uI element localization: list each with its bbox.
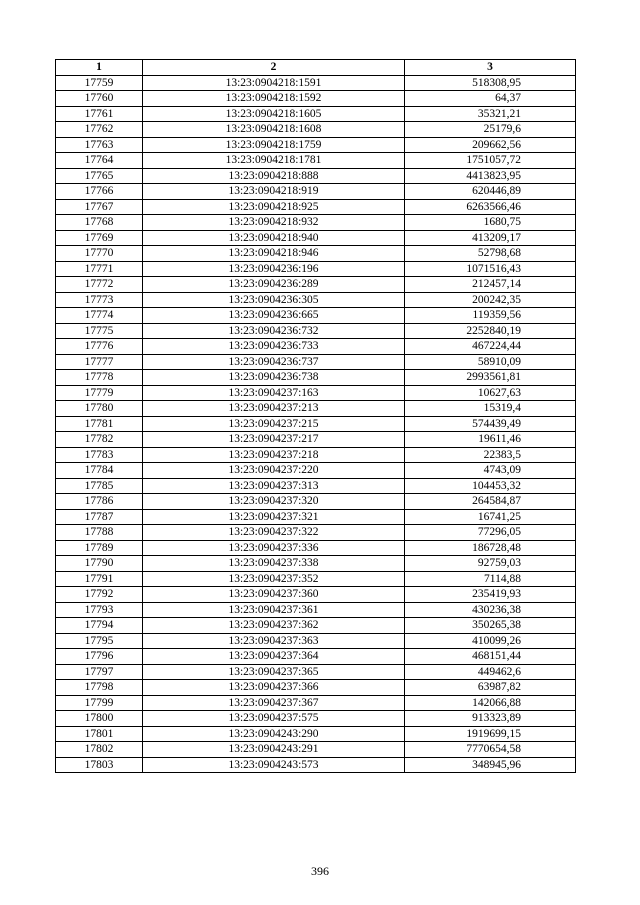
table-cell-col-1: 17787 bbox=[56, 509, 143, 525]
table-cell-col-2: 13:23:0904236:737 bbox=[143, 354, 405, 370]
table-cell-col-1: 17792 bbox=[56, 587, 143, 603]
table-cell-col-1: 17771 bbox=[56, 261, 143, 277]
table-row bbox=[56, 509, 576, 525]
table-row bbox=[56, 215, 576, 231]
table-cell-col-2: 13:23:0904218:946 bbox=[143, 246, 405, 262]
table-cell-col-1: 17760 bbox=[56, 91, 143, 107]
table-cell-col-3: 16741,25 bbox=[405, 509, 576, 525]
table-cell-col-3: 1071516,43 bbox=[405, 261, 576, 277]
table-cell-col-1: 17781 bbox=[56, 416, 143, 432]
table-cell-col-2: 13:23:0904237:320 bbox=[143, 494, 405, 510]
table-cell-col-2: 13:23:0904218:1605 bbox=[143, 106, 405, 122]
table-cell-col-1: 17764 bbox=[56, 153, 143, 169]
table-cell-col-2: 13:23:0904243:290 bbox=[143, 726, 405, 742]
table-row bbox=[56, 432, 576, 448]
table-cell-col-2: 13:23:0904237:313 bbox=[143, 478, 405, 494]
table-cell-col-2: 13:23:0904236:196 bbox=[143, 261, 405, 277]
table-cell-col-1: 17777 bbox=[56, 354, 143, 370]
table-cell-col-1: 17801 bbox=[56, 726, 143, 742]
header-row bbox=[56, 60, 576, 76]
table-cell-col-3: 1751057,72 bbox=[405, 153, 576, 169]
table-cell-col-1: 17800 bbox=[56, 711, 143, 727]
table-cell-col-2: 13:23:0904218:919 bbox=[143, 184, 405, 200]
table-cell-col-1: 17795 bbox=[56, 633, 143, 649]
table-cell-col-2: 13:23:0904237:213 bbox=[143, 401, 405, 417]
page-number: 396 bbox=[311, 864, 329, 878]
table-cell-col-2: 13:23:0904236:665 bbox=[143, 308, 405, 324]
table-cell-col-1: 17770 bbox=[56, 246, 143, 262]
table-cell-col-3: 6263566,46 bbox=[405, 199, 576, 215]
table-row bbox=[56, 680, 576, 696]
table-row bbox=[56, 463, 576, 479]
table-cell-col-1: 17775 bbox=[56, 323, 143, 339]
table-cell-col-3: 1680,75 bbox=[405, 215, 576, 231]
table-cell-col-1: 17772 bbox=[56, 277, 143, 293]
table-cell-col-3: 449462,6 bbox=[405, 664, 576, 680]
table-cell-col-2: 13:23:0904218:1591 bbox=[143, 75, 405, 91]
table-cell-col-3: 25179,6 bbox=[405, 122, 576, 138]
table-row bbox=[56, 587, 576, 603]
table-body bbox=[56, 75, 576, 773]
table-cell-col-3: 235419,93 bbox=[405, 587, 576, 603]
table-cell-col-3: 413209,17 bbox=[405, 230, 576, 246]
table-cell-col-1: 17778 bbox=[56, 370, 143, 386]
table-row bbox=[56, 416, 576, 432]
table-cell-col-1: 17762 bbox=[56, 122, 143, 138]
table-cell-col-2: 13:23:0904218:1781 bbox=[143, 153, 405, 169]
table-cell-col-3: 913323,89 bbox=[405, 711, 576, 727]
table-cell-col-2: 13:23:0904237:338 bbox=[143, 556, 405, 572]
table-cell-col-1: 17767 bbox=[56, 199, 143, 215]
table-row bbox=[56, 618, 576, 634]
table-cell-col-1: 17761 bbox=[56, 106, 143, 122]
table-cell-col-1: 17779 bbox=[56, 385, 143, 401]
table-row bbox=[56, 649, 576, 665]
table-row bbox=[56, 633, 576, 649]
header-cell-col-2: 2 bbox=[143, 60, 405, 76]
table-cell-col-3: 200242,35 bbox=[405, 292, 576, 308]
table-row bbox=[56, 122, 576, 138]
table-row bbox=[56, 742, 576, 758]
table-cell-col-3: 7770654,58 bbox=[405, 742, 576, 758]
table-cell-col-2: 13:23:0904236:732 bbox=[143, 323, 405, 339]
table-row bbox=[56, 370, 576, 386]
header-cell-col-3: 3 bbox=[405, 60, 576, 76]
table-cell-col-1: 17768 bbox=[56, 215, 143, 231]
table-cell-col-3: 22383,5 bbox=[405, 447, 576, 463]
table-cell-col-2: 13:23:0904218:1608 bbox=[143, 122, 405, 138]
table-cell-col-3: 64,37 bbox=[405, 91, 576, 107]
header-cell-col-1: 1 bbox=[56, 60, 143, 76]
table-cell-col-1: 17776 bbox=[56, 339, 143, 355]
table-row bbox=[56, 106, 576, 122]
table-cell-col-3: 7114,88 bbox=[405, 571, 576, 587]
table-row bbox=[56, 711, 576, 727]
table-cell-col-3: 264584,87 bbox=[405, 494, 576, 510]
table-cell-col-3: 92759,03 bbox=[405, 556, 576, 572]
table-cell-col-2: 13:23:0904237:352 bbox=[143, 571, 405, 587]
table-cell-col-2: 13:23:0904237:322 bbox=[143, 525, 405, 541]
table-cell-col-2: 13:23:0904237:217 bbox=[143, 432, 405, 448]
table-cell-col-2: 13:23:0904236:738 bbox=[143, 370, 405, 386]
table-cell-col-2: 13:23:0904237:163 bbox=[143, 385, 405, 401]
table-row bbox=[56, 199, 576, 215]
table-cell-col-1: 17784 bbox=[56, 463, 143, 479]
table-row bbox=[56, 726, 576, 742]
table-cell-col-1: 17803 bbox=[56, 757, 143, 773]
table-cell-col-3: 518308,95 bbox=[405, 75, 576, 91]
table-cell-col-2: 13:23:0904237:364 bbox=[143, 649, 405, 665]
data-table bbox=[55, 59, 576, 773]
table-cell-col-3: 19611,46 bbox=[405, 432, 576, 448]
table-row bbox=[56, 246, 576, 262]
table-row bbox=[56, 556, 576, 572]
table-cell-col-2: 13:23:0904237:362 bbox=[143, 618, 405, 634]
table-cell-col-3: 350265,38 bbox=[405, 618, 576, 634]
table-cell-col-3: 142066,88 bbox=[405, 695, 576, 711]
table-cell-col-3: 4413823,95 bbox=[405, 168, 576, 184]
table-row bbox=[56, 478, 576, 494]
table-cell-col-2: 13:23:0904237:365 bbox=[143, 664, 405, 680]
table-cell-col-3: 430236,38 bbox=[405, 602, 576, 618]
table-cell-col-3: 410099,26 bbox=[405, 633, 576, 649]
table-row bbox=[56, 91, 576, 107]
table-row bbox=[56, 230, 576, 246]
table-cell-col-2: 13:23:0904237:575 bbox=[143, 711, 405, 727]
table-cell-col-3: 77296,05 bbox=[405, 525, 576, 541]
table-row bbox=[56, 292, 576, 308]
table-row bbox=[56, 602, 576, 618]
table-cell-col-1: 17790 bbox=[56, 556, 143, 572]
table-cell-col-3: 2993561,81 bbox=[405, 370, 576, 386]
table-row bbox=[56, 385, 576, 401]
table-row bbox=[56, 354, 576, 370]
table-cell-col-2: 13:23:0904218:1592 bbox=[143, 91, 405, 107]
table-cell-col-3: 2252840,19 bbox=[405, 323, 576, 339]
table-cell-col-3: 212457,14 bbox=[405, 277, 576, 293]
table-cell-col-2: 13:23:0904218:888 bbox=[143, 168, 405, 184]
table-row bbox=[56, 137, 576, 153]
table-cell-col-1: 17765 bbox=[56, 168, 143, 184]
table-cell-col-1: 17774 bbox=[56, 308, 143, 324]
table-cell-col-3: 186728,48 bbox=[405, 540, 576, 556]
table-cell-col-3: 104453,32 bbox=[405, 478, 576, 494]
table-cell-col-1: 17793 bbox=[56, 602, 143, 618]
table-cell-col-2: 13:23:0904237:321 bbox=[143, 509, 405, 525]
table-cell-col-1: 17782 bbox=[56, 432, 143, 448]
table-cell-col-3: 209662,56 bbox=[405, 137, 576, 153]
table-cell-col-3: 52798,68 bbox=[405, 246, 576, 262]
table-cell-col-1: 17789 bbox=[56, 540, 143, 556]
table-cell-col-3: 15319,4 bbox=[405, 401, 576, 417]
table-row bbox=[56, 540, 576, 556]
table-cell-col-1: 17791 bbox=[56, 571, 143, 587]
table-row bbox=[56, 75, 576, 91]
table-cell-col-3: 468151,44 bbox=[405, 649, 576, 665]
table-row bbox=[56, 184, 576, 200]
table-cell-col-1: 17796 bbox=[56, 649, 143, 665]
table-row bbox=[56, 401, 576, 417]
table-cell-col-2: 13:23:0904237:215 bbox=[143, 416, 405, 432]
table-cell-col-3: 119359,56 bbox=[405, 308, 576, 324]
table-cell-col-2: 13:23:0904237:367 bbox=[143, 695, 405, 711]
table-row bbox=[56, 695, 576, 711]
table-cell-col-1: 17799 bbox=[56, 695, 143, 711]
table-row bbox=[56, 153, 576, 169]
table-row bbox=[56, 571, 576, 587]
table-row bbox=[56, 757, 576, 773]
table-cell-col-1: 17769 bbox=[56, 230, 143, 246]
table-cell-col-2: 13:23:0904236:289 bbox=[143, 277, 405, 293]
table-cell-col-2: 13:23:0904218:925 bbox=[143, 199, 405, 215]
table-cell-col-2: 13:23:0904237:366 bbox=[143, 680, 405, 696]
table-row bbox=[56, 261, 576, 277]
table-cell-col-1: 17788 bbox=[56, 525, 143, 541]
table-cell-col-2: 13:23:0904236:305 bbox=[143, 292, 405, 308]
table-cell-col-1: 17794 bbox=[56, 618, 143, 634]
table-row bbox=[56, 525, 576, 541]
table-row bbox=[56, 494, 576, 510]
table-row bbox=[56, 308, 576, 324]
table-row bbox=[56, 168, 576, 184]
table-cell-col-1: 17786 bbox=[56, 494, 143, 510]
table-cell-col-1: 17766 bbox=[56, 184, 143, 200]
table-cell-col-2: 13:23:0904237:336 bbox=[143, 540, 405, 556]
table-cell-col-1: 17802 bbox=[56, 742, 143, 758]
table-row bbox=[56, 277, 576, 293]
table-cell-col-3: 467224,44 bbox=[405, 339, 576, 355]
table-cell-col-3: 620446,89 bbox=[405, 184, 576, 200]
table-row bbox=[56, 339, 576, 355]
table-cell-col-2: 13:23:0904237:220 bbox=[143, 463, 405, 479]
table-cell-col-2: 13:23:0904237:360 bbox=[143, 587, 405, 603]
table-cell-col-2: 13:23:0904237:361 bbox=[143, 602, 405, 618]
table-cell-col-3: 4743,09 bbox=[405, 463, 576, 479]
table-cell-col-3: 348945,96 bbox=[405, 757, 576, 773]
table-cell-col-3: 1919699,15 bbox=[405, 726, 576, 742]
table-cell-col-2: 13:23:0904218:1759 bbox=[143, 137, 405, 153]
table-cell-col-2: 13:23:0904243:573 bbox=[143, 757, 405, 773]
table-cell-col-3: 574439,49 bbox=[405, 416, 576, 432]
table-cell-col-1: 17785 bbox=[56, 478, 143, 494]
table-cell-col-2: 13:23:0904218:932 bbox=[143, 215, 405, 231]
table-cell-col-3: 35321,21 bbox=[405, 106, 576, 122]
table-cell-col-1: 17763 bbox=[56, 137, 143, 153]
table-cell-col-1: 17798 bbox=[56, 680, 143, 696]
table-cell-col-1: 17773 bbox=[56, 292, 143, 308]
table-cell-col-1: 17759 bbox=[56, 75, 143, 91]
table-cell-col-1: 17780 bbox=[56, 401, 143, 417]
table-cell-col-3: 63987,82 bbox=[405, 680, 576, 696]
table-cell-col-1: 17783 bbox=[56, 447, 143, 463]
table-row bbox=[56, 664, 576, 680]
table-cell-col-2: 13:23:0904243:291 bbox=[143, 742, 405, 758]
table-header bbox=[56, 60, 576, 76]
table-cell-col-3: 58910,09 bbox=[405, 354, 576, 370]
table-cell-col-3: 10627,63 bbox=[405, 385, 576, 401]
table-cell-col-2: 13:23:0904236:733 bbox=[143, 339, 405, 355]
table-cell-col-2: 13:23:0904237:363 bbox=[143, 633, 405, 649]
table-cell-col-1: 17797 bbox=[56, 664, 143, 680]
table-cell-col-2: 13:23:0904218:940 bbox=[143, 230, 405, 246]
table-row bbox=[56, 323, 576, 339]
table-row bbox=[56, 447, 576, 463]
table-cell-col-2: 13:23:0904237:218 bbox=[143, 447, 405, 463]
